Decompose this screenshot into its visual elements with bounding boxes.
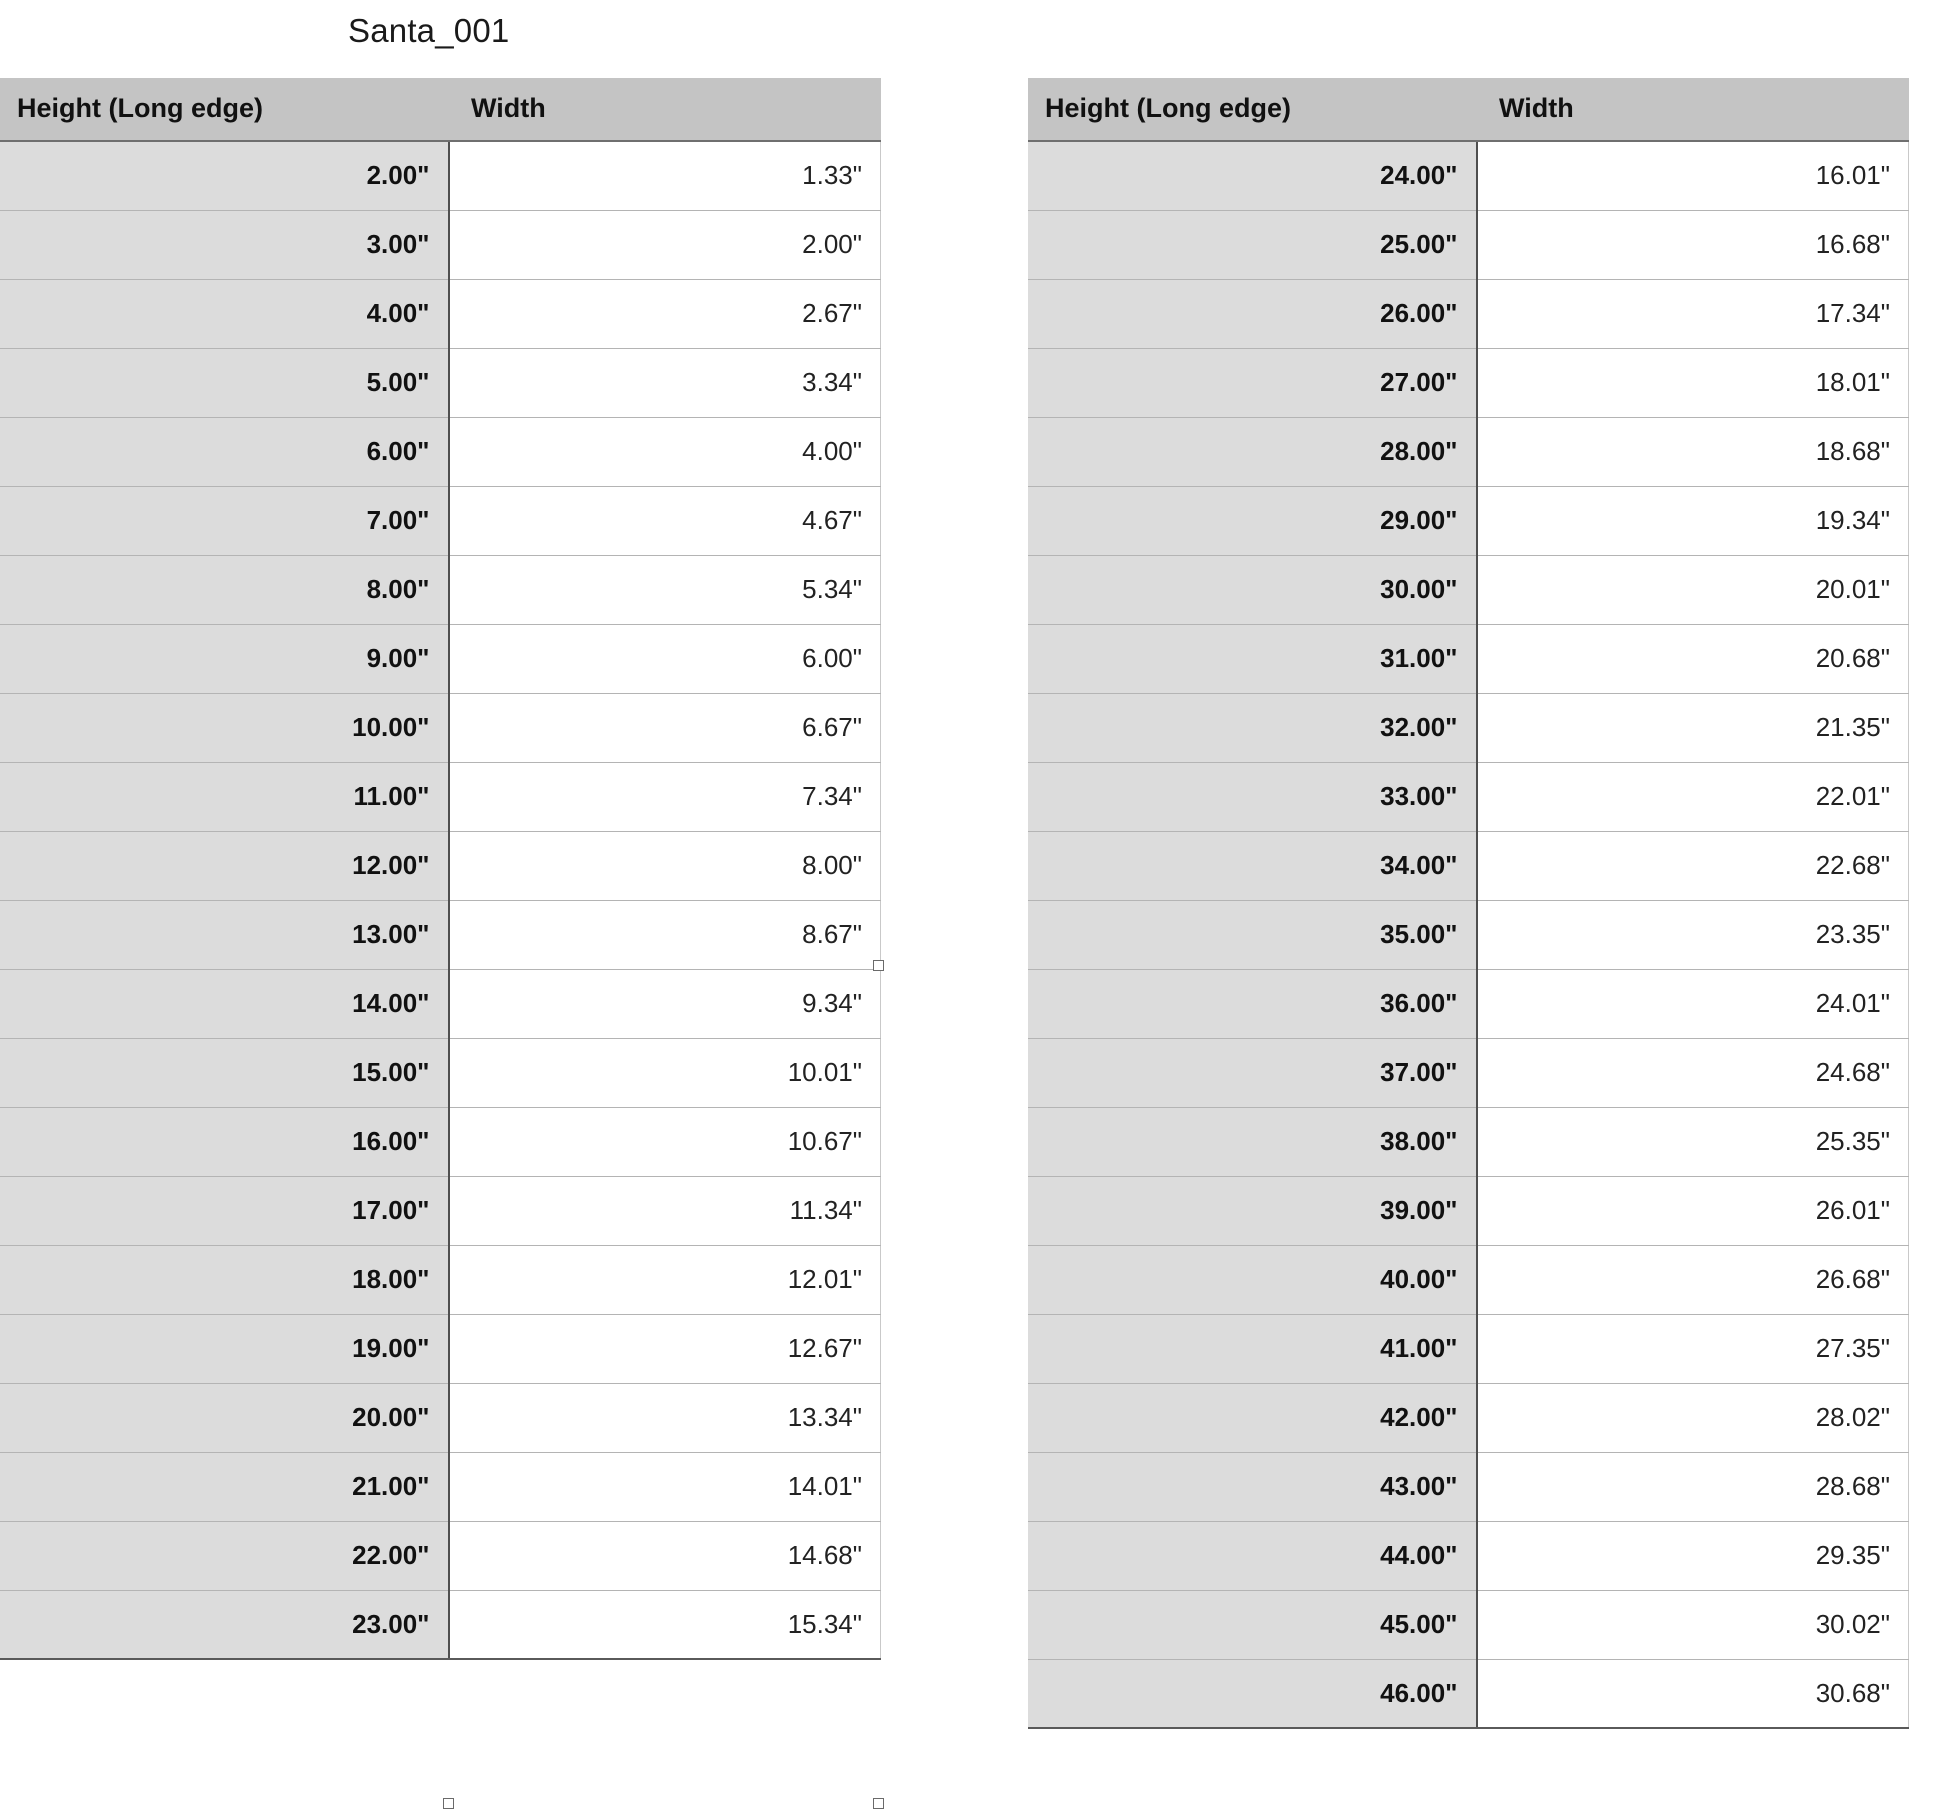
cell-width[interactable]: 20.01" — [1477, 555, 1909, 624]
table-row[interactable] — [1029, 486, 1909, 555]
column-header-height[interactable]: Height (Long edge) — [1, 79, 449, 142]
cell-width[interactable]: 10.01" — [449, 1038, 881, 1107]
cell-height[interactable]: 23.00" — [1, 1590, 449, 1659]
table-row[interactable] — [1, 1452, 881, 1521]
cell-height[interactable]: 41.00" — [1029, 1314, 1477, 1383]
cell-height[interactable]: 31.00" — [1029, 624, 1477, 693]
dimensions-table-left-container — [0, 78, 880, 1660]
cell-height[interactable]: 28.00" — [1029, 417, 1477, 486]
table-row[interactable] — [1029, 1659, 1909, 1728]
cell-height[interactable]: 9.00" — [1, 624, 449, 693]
cell-width[interactable]: 13.34" — [449, 1383, 881, 1452]
table-row[interactable] — [1, 555, 881, 624]
cell-height[interactable]: 15.00" — [1, 1038, 449, 1107]
table-row[interactable] — [1029, 900, 1909, 969]
table-row[interactable] — [1, 900, 881, 969]
cell-width[interactable]: 1.33" — [449, 141, 881, 210]
table-body-right — [1029, 141, 1909, 1728]
cell-height[interactable]: 46.00" — [1029, 1659, 1477, 1728]
dimensions-table-left[interactable] — [0, 78, 881, 1660]
cell-width[interactable]: 28.68" — [1477, 1452, 1909, 1521]
cell-width[interactable]: 14.68" — [449, 1521, 881, 1590]
table-row[interactable] — [1, 1314, 881, 1383]
cell-width[interactable]: 29.35" — [1477, 1521, 1909, 1590]
cell-height[interactable]: 30.00" — [1029, 555, 1477, 624]
cell-height[interactable]: 4.00" — [1, 279, 449, 348]
cell-width[interactable]: 8.67" — [449, 900, 881, 969]
table-row[interactable] — [1, 762, 881, 831]
cell-width[interactable]: 7.34" — [449, 762, 881, 831]
cell-width[interactable]: 5.34" — [449, 555, 881, 624]
table-row[interactable] — [1029, 1245, 1909, 1314]
cell-width[interactable]: 26.01" — [1477, 1176, 1909, 1245]
cell-width[interactable]: 15.34" — [449, 1590, 881, 1659]
table-row[interactable] — [1029, 1590, 1909, 1659]
selection-handle-bottom-right[interactable] — [873, 1798, 884, 1809]
cell-width[interactable]: 3.34" — [449, 348, 881, 417]
cell-height[interactable]: 45.00" — [1029, 1590, 1477, 1659]
cell-width[interactable]: 30.68" — [1477, 1659, 1909, 1728]
table-row[interactable] — [1029, 1038, 1909, 1107]
cell-width[interactable]: 21.35" — [1477, 693, 1909, 762]
table-row[interactable] — [1, 1038, 881, 1107]
cell-height[interactable]: 40.00" — [1029, 1245, 1477, 1314]
table-row[interactable] — [1029, 624, 1909, 693]
table-row[interactable] — [1, 1107, 881, 1176]
cell-width[interactable]: 17.34" — [1477, 279, 1909, 348]
cell-height[interactable]: 13.00" — [1, 900, 449, 969]
cell-height[interactable]: 17.00" — [1, 1176, 449, 1245]
dimensions-table-right[interactable] — [1028, 78, 1909, 1729]
cell-height[interactable]: 38.00" — [1029, 1107, 1477, 1176]
table-row[interactable] — [1029, 1107, 1909, 1176]
cell-height[interactable]: 39.00" — [1029, 1176, 1477, 1245]
table-row[interactable] — [1, 141, 881, 210]
table-row[interactable] — [1029, 417, 1909, 486]
cell-height[interactable]: 6.00" — [1, 417, 449, 486]
cell-height[interactable]: 33.00" — [1029, 762, 1477, 831]
cell-height[interactable]: 20.00" — [1, 1383, 449, 1452]
cell-height[interactable]: 24.00" — [1029, 141, 1477, 210]
cell-width[interactable]: 23.35" — [1477, 900, 1909, 969]
table-row[interactable] — [1029, 555, 1909, 624]
cell-width[interactable]: 24.01" — [1477, 969, 1909, 1038]
table-row[interactable] — [1, 1383, 881, 1452]
cell-height[interactable]: 19.00" — [1, 1314, 449, 1383]
cell-height[interactable]: 11.00" — [1, 762, 449, 831]
table-row[interactable] — [1029, 348, 1909, 417]
cell-height[interactable]: 34.00" — [1029, 831, 1477, 900]
table-row[interactable] — [1029, 1314, 1909, 1383]
cell-width[interactable]: 28.02" — [1477, 1383, 1909, 1452]
cell-height[interactable]: 35.00" — [1029, 900, 1477, 969]
cell-height[interactable]: 7.00" — [1, 486, 449, 555]
cell-height[interactable]: 32.00" — [1029, 693, 1477, 762]
cell-height[interactable]: 3.00" — [1, 210, 449, 279]
table-row[interactable] — [1029, 141, 1909, 210]
cell-width[interactable]: 22.68" — [1477, 831, 1909, 900]
table-row[interactable] — [1029, 831, 1909, 900]
table-row[interactable] — [1, 1245, 881, 1314]
table-row[interactable] — [1, 210, 881, 279]
table-row[interactable] — [1029, 210, 1909, 279]
cell-height[interactable]: 14.00" — [1, 969, 449, 1038]
table-header-row — [1029, 79, 1909, 142]
cell-width[interactable]: 22.01" — [1477, 762, 1909, 831]
cell-height[interactable]: 27.00" — [1029, 348, 1477, 417]
table-row[interactable] — [1, 693, 881, 762]
page-title: Santa_001 — [348, 12, 510, 49]
cell-width[interactable]: 18.68" — [1477, 417, 1909, 486]
cell-height[interactable]: 37.00" — [1029, 1038, 1477, 1107]
cell-width[interactable]: 11.34" — [449, 1176, 881, 1245]
cell-width[interactable]: 6.67" — [449, 693, 881, 762]
table-row[interactable] — [1, 1521, 881, 1590]
table-body-left — [1, 141, 881, 1659]
column-header-height[interactable]: Height (Long edge) — [1029, 79, 1477, 142]
cell-height[interactable]: 29.00" — [1029, 486, 1477, 555]
cell-width[interactable]: 8.00" — [449, 831, 881, 900]
column-header-width[interactable]: Width — [449, 79, 881, 142]
table-row[interactable] — [1, 624, 881, 693]
cell-width[interactable]: 10.67" — [449, 1107, 881, 1176]
cell-height[interactable]: 44.00" — [1029, 1521, 1477, 1590]
cell-width[interactable]: 25.35" — [1477, 1107, 1909, 1176]
table-row[interactable] — [1, 969, 881, 1038]
cell-height[interactable]: 18.00" — [1, 1245, 449, 1314]
selection-handle-right[interactable] — [873, 960, 884, 971]
table-row[interactable] — [1029, 969, 1909, 1038]
cell-height[interactable]: 8.00" — [1, 555, 449, 624]
table-row[interactable] — [1029, 1176, 1909, 1245]
table-row[interactable] — [1, 348, 881, 417]
cell-height[interactable]: 2.00" — [1, 141, 449, 210]
cell-width[interactable]: 30.02" — [1477, 1590, 1909, 1659]
cell-height[interactable]: 21.00" — [1, 1452, 449, 1521]
cell-height[interactable]: 16.00" — [1, 1107, 449, 1176]
cell-width[interactable]: 4.67" — [449, 486, 881, 555]
cell-width[interactable]: 2.67" — [449, 279, 881, 348]
cell-width[interactable]: 16.68" — [1477, 210, 1909, 279]
selection-handle-bottom[interactable] — [443, 1798, 454, 1809]
table-row[interactable] — [1029, 1383, 1909, 1452]
table-row[interactable] — [1029, 1452, 1909, 1521]
table-row[interactable] — [1029, 279, 1909, 348]
table-row[interactable] — [1, 831, 881, 900]
cell-height[interactable]: 43.00" — [1029, 1452, 1477, 1521]
cell-width[interactable]: 26.68" — [1477, 1245, 1909, 1314]
table-row[interactable] — [1, 279, 881, 348]
cell-width[interactable]: 20.68" — [1477, 624, 1909, 693]
cell-height[interactable]: 26.00" — [1029, 279, 1477, 348]
cell-width[interactable]: 9.34" — [449, 969, 881, 1038]
table-row[interactable] — [1, 1590, 881, 1659]
cell-width[interactable]: 12.67" — [449, 1314, 881, 1383]
table-row[interactable] — [1029, 762, 1909, 831]
cell-width[interactable]: 14.01" — [449, 1452, 881, 1521]
cell-width[interactable]: 12.01" — [449, 1245, 881, 1314]
cell-width[interactable]: 2.00" — [449, 210, 881, 279]
column-header-width[interactable]: Width — [1477, 79, 1909, 142]
cell-height[interactable]: 12.00" — [1, 831, 449, 900]
cell-width[interactable]: 27.35" — [1477, 1314, 1909, 1383]
cell-height[interactable]: 25.00" — [1029, 210, 1477, 279]
table-row[interactable] — [1029, 693, 1909, 762]
cell-width[interactable]: 24.68" — [1477, 1038, 1909, 1107]
cell-height[interactable]: 10.00" — [1, 693, 449, 762]
cell-height[interactable]: 5.00" — [1, 348, 449, 417]
cell-width[interactable]: 4.00" — [449, 417, 881, 486]
cell-height[interactable]: 42.00" — [1029, 1383, 1477, 1452]
cell-width[interactable]: 16.01" — [1477, 141, 1909, 210]
table-header-row — [1, 79, 881, 142]
cell-height[interactable]: 22.00" — [1, 1521, 449, 1590]
table-row[interactable] — [1, 417, 881, 486]
dimensions-table-right-container — [1028, 78, 1908, 1729]
cell-width[interactable]: 19.34" — [1477, 486, 1909, 555]
cell-width[interactable]: 6.00" — [449, 624, 881, 693]
cell-height[interactable]: 36.00" — [1029, 969, 1477, 1038]
cell-width[interactable]: 18.01" — [1477, 348, 1909, 417]
table-row[interactable] — [1, 1176, 881, 1245]
table-row[interactable] — [1029, 1521, 1909, 1590]
table-row[interactable] — [1, 486, 881, 555]
